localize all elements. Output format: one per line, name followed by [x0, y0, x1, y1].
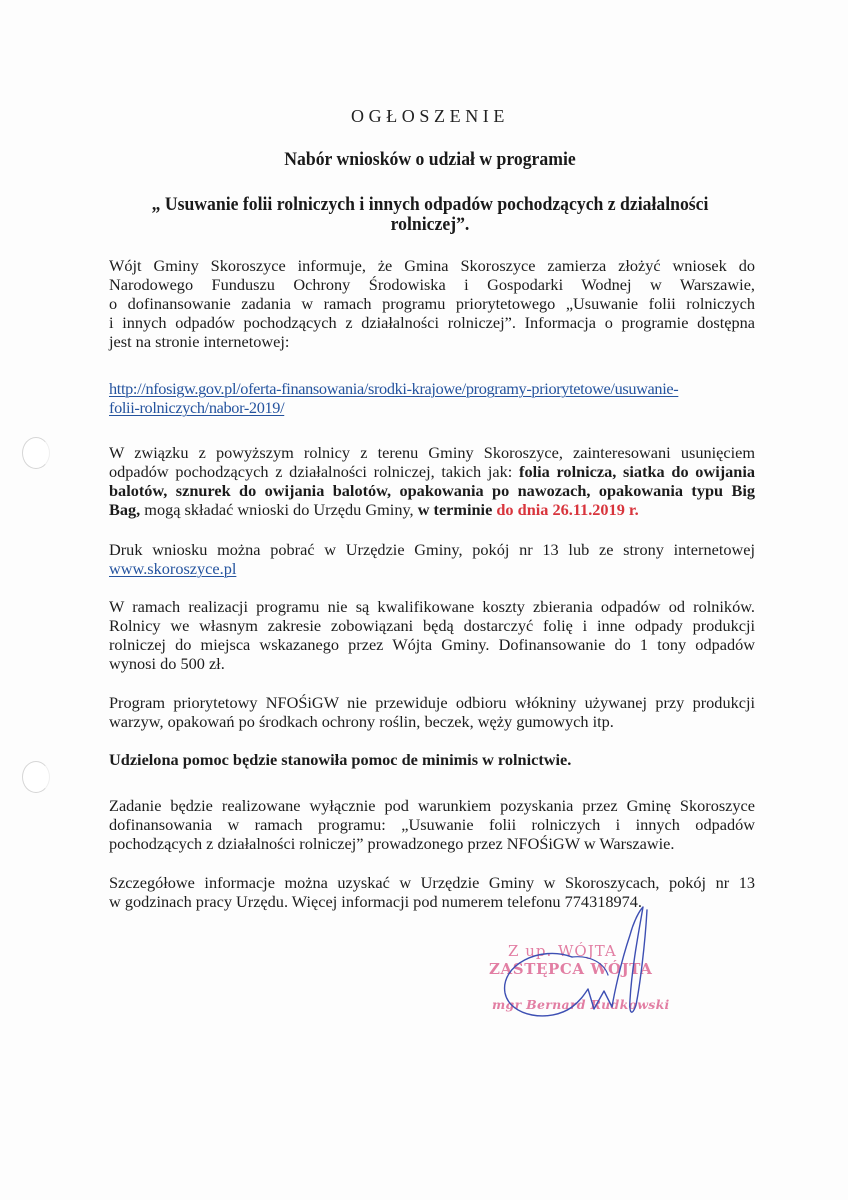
stamp-line-1: Z up. WÓJTA [508, 942, 617, 960]
program-link-line-2[interactable]: folii-rolniczych/nabor-2019/ [109, 398, 285, 417]
text-line: W związku z powyższym rolnicy z terenu Gminy Skoroszyce, zainteresowani usunięciem [109, 443, 755, 462]
text-normal: odpadów pochodzących z działalności rolniczej, takich jak: [109, 462, 520, 481]
text-line: Zadanie będzie realizowane wyłącznie pod warunkiem pozyskania przez Gminę Skoroszyce [109, 796, 755, 815]
text-line: warzyw, opakowań po środkach ochrony roślin, beczek, węży gumowych itp. [109, 712, 614, 731]
punch-hole-bottom [22, 761, 50, 793]
stamp-line-3: mgr Bernard Rudkowski [492, 997, 670, 1012]
text-line [109, 500, 755, 519]
deadline-date: do dnia 26.11.2019 r. [492, 500, 639, 519]
text-line: dofinansowania w ramach programu: „Usuwanie folii rolniczych i innych odpadów [109, 815, 755, 834]
stamp-line-2: ZASTĘPCA WÓJTA [489, 960, 653, 978]
text-line: Rolnicy we własnym zakresie zobowiązani będą dostarczyć folię i inne odpady produkcji [109, 616, 755, 635]
text-line: Wójt Gminy Skoroszyce informuje, że Gmina Skoroszyce zamierza złożyć wniosek do [109, 256, 755, 275]
text-line: balotów, sznurek do owijania balotów, opakowania po nawozach, opakowania typu Big [109, 481, 755, 500]
website-link[interactable]: www.skoroszyce.pl [109, 559, 237, 578]
text-line: o dofinansowanie zadania w ramach programu priorytetowego „Usuwanie folii rolniczych [109, 294, 755, 313]
subtitle-line-1: Nabór wniosków o udział w programie [284, 149, 576, 170]
text-line: rolniczej do miejsca wskazanego przez Wójta Gminy. Dofinansowanie do 1 tony odpadów [109, 635, 755, 654]
document-title: OGŁOSZENIE [351, 106, 509, 126]
paragraph-de-minimis: Udzielona pomoc będzie stanowiła pomoc de minimis w rolnictwie. [109, 750, 572, 769]
text-line: w godzinach pracy Urzędu. Więcej informacji pod numerem telefonu 774318974. [109, 892, 642, 911]
subtitle-line-3: rolniczej”. [390, 214, 470, 235]
text-line: W ramach realizacji programu nie są kwalifikowane koszty zbierania odpadów od rolników. [109, 597, 755, 616]
text-normal: mogą składać wnioski do Urzędu Gminy, [140, 500, 418, 519]
text-line: Program priorytetowy NFOŚiGW nie przewiduje odbioru włókniny używanej przy produkcji [109, 693, 755, 712]
handwritten-signature-icon [480, 905, 700, 1035]
text-line: Narodowego Funduszu Ochrony Środowiska i Gospodarki Wodnej w Warszawie, [109, 275, 755, 294]
text-line [109, 462, 755, 481]
text-line: Szczegółowe informacje można uzyskać w Urzędzie Gminy w Skoroszycach, pokój nr 13 [109, 873, 755, 892]
text-line: pochodzących z działalności rolniczej” prowadzonego przez NFOŚiGW w Warszawie. [109, 834, 675, 853]
subtitle-line-2: „ Usuwanie folii rolniczych i innych odpadów pochodzących z działalności [151, 194, 709, 215]
program-link-line-1[interactable]: http://nfosigw.gov.pl/oferta-finansowania/srodki-krajowe/programy-priorytetowe/usuwanie- [109, 379, 679, 398]
text-line: i innych odpadów pochodzących z działalności rolniczej”. Informacja o programie dostępna [109, 313, 755, 332]
text-bold: w terminie [417, 500, 493, 519]
text-line: wynosi do 500 zł. [109, 654, 225, 673]
text-bold: folia rolnicza, siatka do owijania [519, 462, 756, 481]
punch-hole-top [22, 437, 50, 469]
text-line: jest na stronie internetowej: [109, 332, 290, 351]
text-bold: Bag, [109, 500, 141, 519]
text-line: Druk wniosku można pobrać w Urzędzie Gminy, pokój nr 13 lub ze strony internetowej [109, 540, 755, 559]
